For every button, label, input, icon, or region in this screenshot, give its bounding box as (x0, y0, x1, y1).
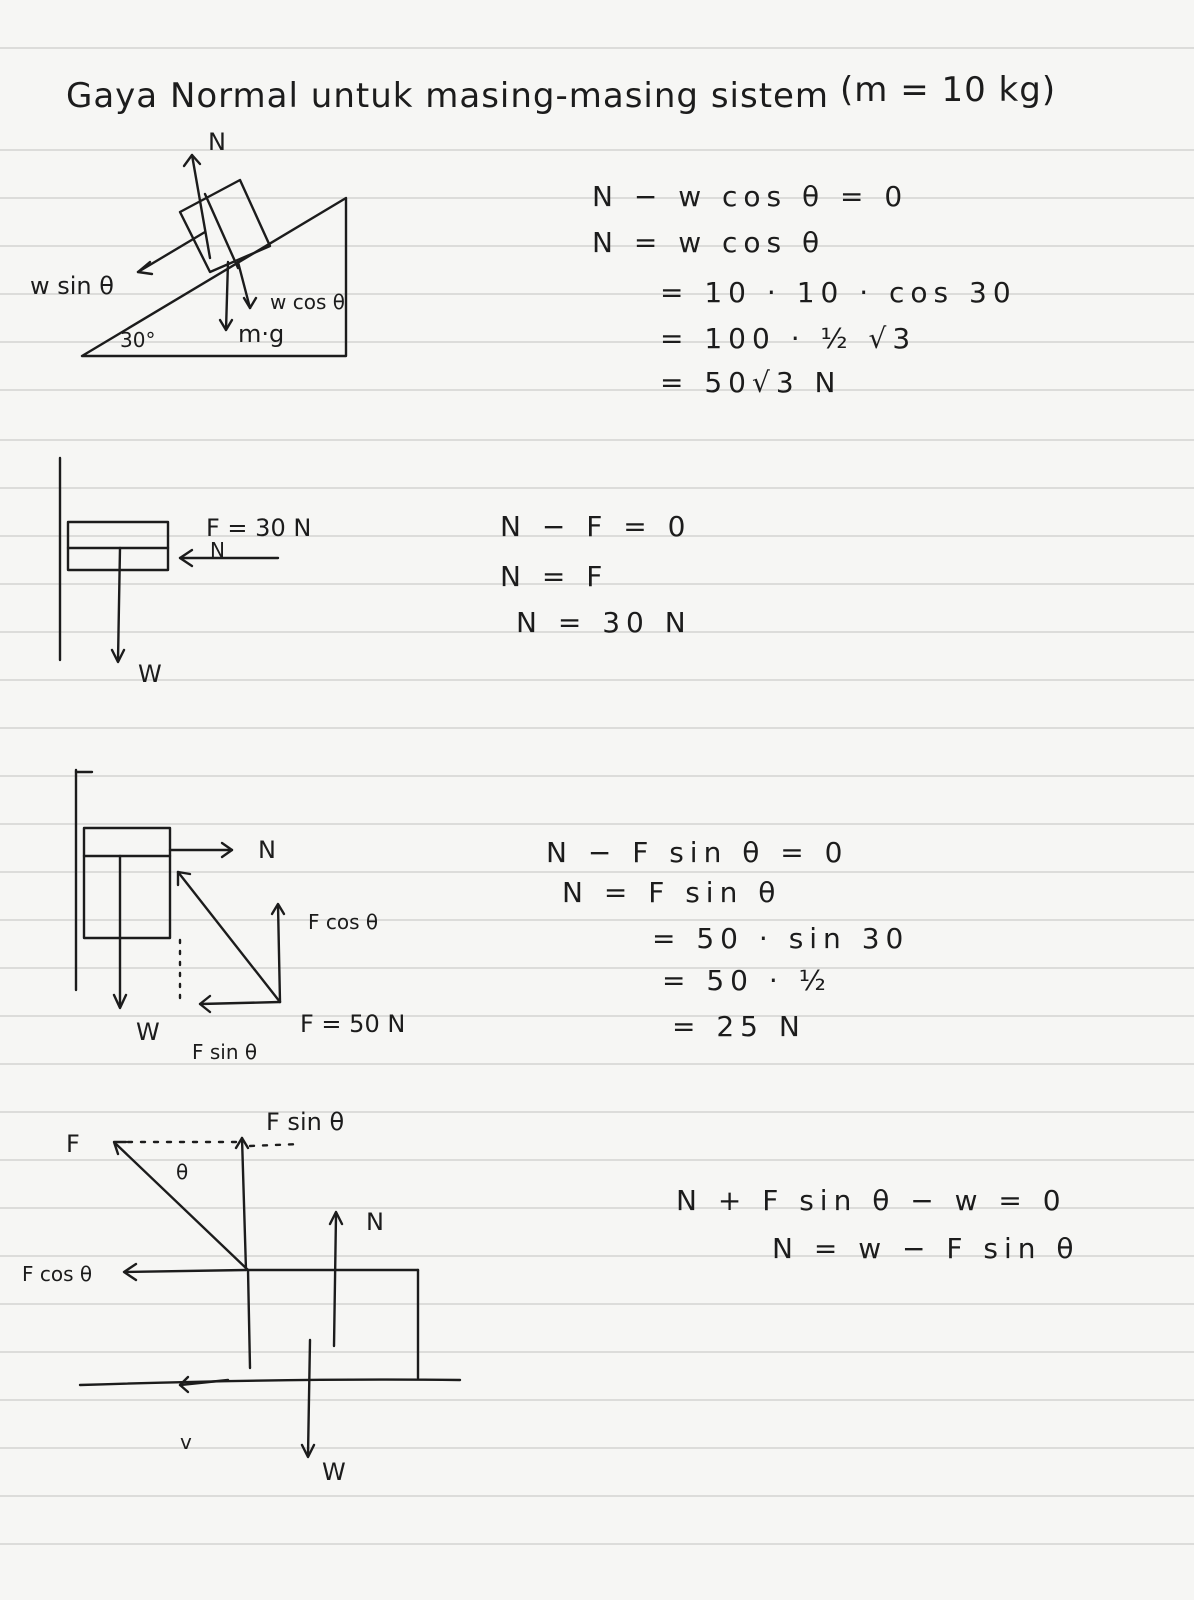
label-force: F = 50 N (300, 1010, 406, 1038)
equation-line: = 50√3 N (660, 366, 842, 399)
equation-line: = 50 · ½ (662, 964, 832, 997)
equation-line: N = F sin θ (562, 876, 782, 909)
label-normal: N (210, 538, 225, 562)
equation-line: N + F sin θ − w = 0 (676, 1184, 1067, 1217)
equation-line: N − F sin θ = 0 (546, 836, 849, 869)
label-normal: N (258, 836, 276, 864)
mass-note: (m = 10 kg) (840, 70, 1057, 110)
diagram-floor-pull (80, 1138, 460, 1457)
label-v: v (180, 1430, 192, 1454)
label-f-cos: F cos θ (22, 1262, 93, 1286)
label-force: F (66, 1130, 80, 1158)
label-f-sin: F sin θ (266, 1108, 345, 1136)
equation-line: N = 30 N (516, 606, 692, 639)
equation-line: N − F = 0 (500, 510, 692, 543)
label-weight: W (136, 1018, 160, 1046)
label-f-cos: F cos θ (308, 910, 379, 934)
label-weight: W (138, 660, 162, 688)
label-normal: N (366, 1208, 384, 1236)
label-angle: 30° (120, 328, 156, 352)
equation-line: N = w cos θ (592, 226, 826, 259)
equation-line: = 25 N (672, 1010, 806, 1043)
equation-line: N = F (500, 560, 609, 593)
equation-line: N = w − F sin θ (772, 1232, 1080, 1265)
diagram-angled-push (76, 770, 284, 1012)
label-force: F = 30 N (206, 514, 312, 542)
equation-line: = 10 · 10 · cos 30 (660, 276, 1017, 309)
ruled-lines (0, 48, 1194, 1544)
label-weight: W (322, 1458, 346, 1486)
equation-line: N − w cos θ = 0 (592, 180, 909, 213)
label-normal: N (208, 128, 226, 156)
label-f-sin: F sin θ (192, 1040, 258, 1064)
equation-line: = 50 · sin 30 (652, 922, 910, 955)
page-title: Gaya Normal untuk masing-masing sistem (66, 76, 830, 116)
label-w-cos: w cos θ (270, 290, 345, 314)
label-angle: θ (176, 1160, 189, 1184)
label-mg: m·g (238, 320, 285, 348)
diagram-incline (82, 155, 346, 356)
equation-line: = 100 · ½ √3 (660, 322, 917, 355)
label-w-sin: w sin θ (30, 272, 114, 300)
